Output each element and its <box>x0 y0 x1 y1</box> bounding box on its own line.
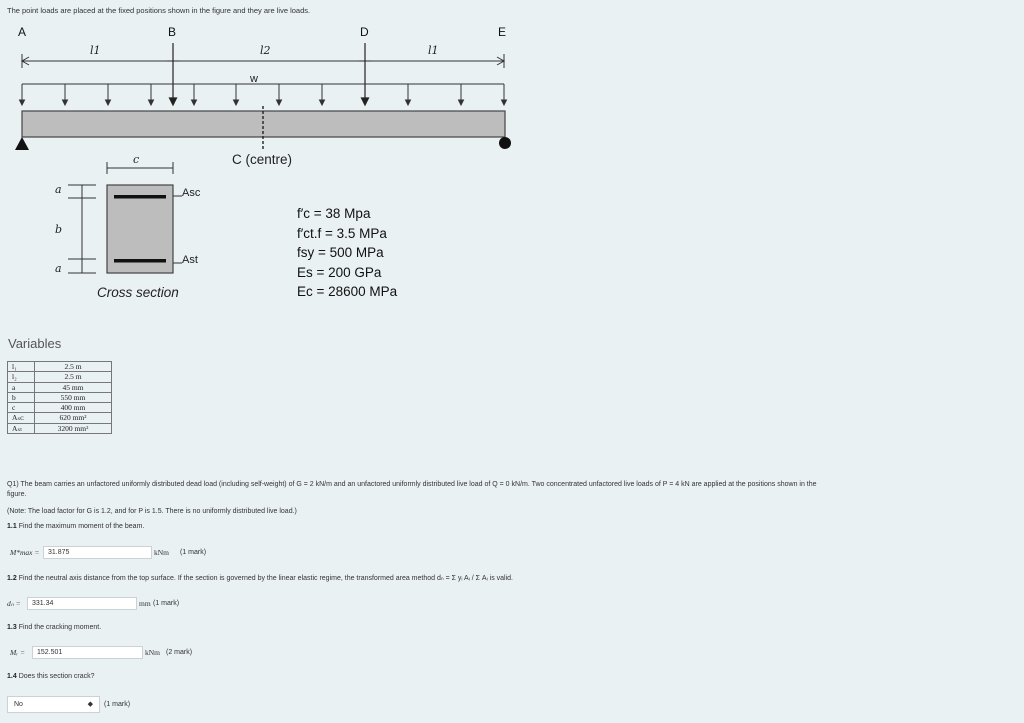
property-fsy: fsy = 500 MPa <box>297 245 384 260</box>
var-value: 2.5 m <box>35 372 112 382</box>
a-top-label: a <box>55 183 62 196</box>
part-1-4-prompt <box>7 673 95 680</box>
question-note: (Note: The load factor for G is 1.2, and for P is 1.5. There is no uniformly distributed live load.) <box>7 508 297 515</box>
var-key: Aₛᴄ <box>8 413 35 423</box>
table-row <box>8 423 112 433</box>
top-reinforcement <box>114 195 166 199</box>
mmax-input[interactable]: 31.875 <box>43 546 152 559</box>
pin-support-icon <box>15 137 29 150</box>
part-text: Does this section crack? <box>18 673 95 680</box>
mr-label: Mᵣ = <box>10 648 26 657</box>
point-label-a: A <box>18 25 27 39</box>
table-row <box>8 392 112 402</box>
dn-input[interactable]: 331.34 <box>27 597 137 610</box>
question-text-cont: figure. <box>7 491 27 498</box>
roller-support-icon <box>499 137 511 149</box>
span-label-l1-right: l1 <box>428 44 439 57</box>
distributed-load <box>20 84 507 105</box>
c-dimension-label: c <box>133 153 140 166</box>
table-row <box>8 362 112 372</box>
var-value: 400 mm <box>35 403 112 413</box>
mmax-label: M*max = <box>10 548 40 557</box>
cross-section-caption: Cross section <box>97 285 179 300</box>
dn-label: dₙ = <box>7 599 21 608</box>
mmax-marks: (1 mark) <box>180 549 207 556</box>
beam-figure <box>0 0 1024 310</box>
mr-marks: (2 mark) <box>166 649 193 656</box>
var-value: 3200 mm² <box>35 423 112 433</box>
span-label-l1-left: l1 <box>90 44 101 57</box>
crack-select[interactable] <box>7 696 100 713</box>
table-row <box>8 403 112 413</box>
part-1-3-prompt <box>7 624 101 631</box>
var-key: l₂ <box>8 372 35 382</box>
question-text: Q1) The beam carries an unfactored uniformly distributed dead load (including self-weight) of G = 2 kN/m and an unfactored uniformly distributed live load of Q = 0 kN/m. Two concentrated unfactored live loads of P = 4 kN are applied at the positions shown in the <box>7 481 817 488</box>
point-label-b: B <box>168 25 177 39</box>
material-properties <box>297 204 397 302</box>
mmax-unit: kNm <box>154 548 169 557</box>
property-es: Es = 200 GPa <box>297 264 382 280</box>
part-text: Find the neutral axis distance from the top surface. If the section is governed by the linear elastic regime, the transformed area method dₙ = Σ yᵢ Aᵢ / Σ Aᵢ is valid. <box>18 575 513 582</box>
span-label-l2: l2 <box>260 44 271 57</box>
var-key: Aₛₜ <box>8 423 35 433</box>
part-1-1-prompt <box>7 523 144 530</box>
part-text: Find the maximum moment of the beam. <box>18 523 145 530</box>
property-ec: Ec = 28600 MPa <box>297 284 398 299</box>
w-label: w <box>250 73 258 85</box>
var-value: 2.5 m <box>35 362 112 372</box>
variables-table <box>7 361 112 434</box>
table-row <box>8 382 112 392</box>
part-number: 1.4 <box>7 673 17 680</box>
intro-text: The point loads are placed at the fixed positions shown in the figure and they are live loads. <box>7 6 311 15</box>
var-key: c <box>8 403 35 413</box>
select-arrows-icon: ◆ <box>87 701 93 708</box>
var-key: l₁ <box>8 362 35 372</box>
dn-unit: mm <box>139 599 151 608</box>
part-text: Find the cracking moment. <box>18 624 102 631</box>
ast-label: Ast <box>182 254 198 266</box>
bottom-reinforcement <box>114 259 166 263</box>
var-value: 620 mm² <box>35 413 112 423</box>
part-1-2-prompt <box>7 574 513 582</box>
point-label-e: E <box>498 25 507 39</box>
centre-label: C (centre) <box>232 152 293 167</box>
dn-marks: (1 mark) <box>153 600 180 607</box>
property-fctf: f′ct.f = 3.5 MPa <box>297 225 387 241</box>
part-number: 1.3 <box>7 624 17 631</box>
point-label-d: D <box>360 25 369 39</box>
property-fc: f′c = 38 Mpa <box>297 206 371 221</box>
var-key: b <box>8 392 35 402</box>
table-row <box>8 413 112 423</box>
mr-unit: kNm <box>145 648 160 657</box>
crack-select-value: No <box>14 701 23 708</box>
variables-title: Variables <box>8 336 62 351</box>
b-label: b <box>55 223 63 236</box>
var-key: a <box>8 382 35 392</box>
crack-marks: (1 mark) <box>104 701 131 708</box>
part-number: 1.2 <box>7 575 17 582</box>
table-row <box>8 372 112 382</box>
var-value: 550 mm <box>35 392 112 402</box>
mr-input[interactable]: 152.501 <box>32 646 143 659</box>
var-value: 45 mm <box>35 382 112 392</box>
a-bottom-label: a <box>55 262 62 275</box>
part-number: 1.1 <box>7 523 17 530</box>
asc-label: Asc <box>182 187 201 199</box>
